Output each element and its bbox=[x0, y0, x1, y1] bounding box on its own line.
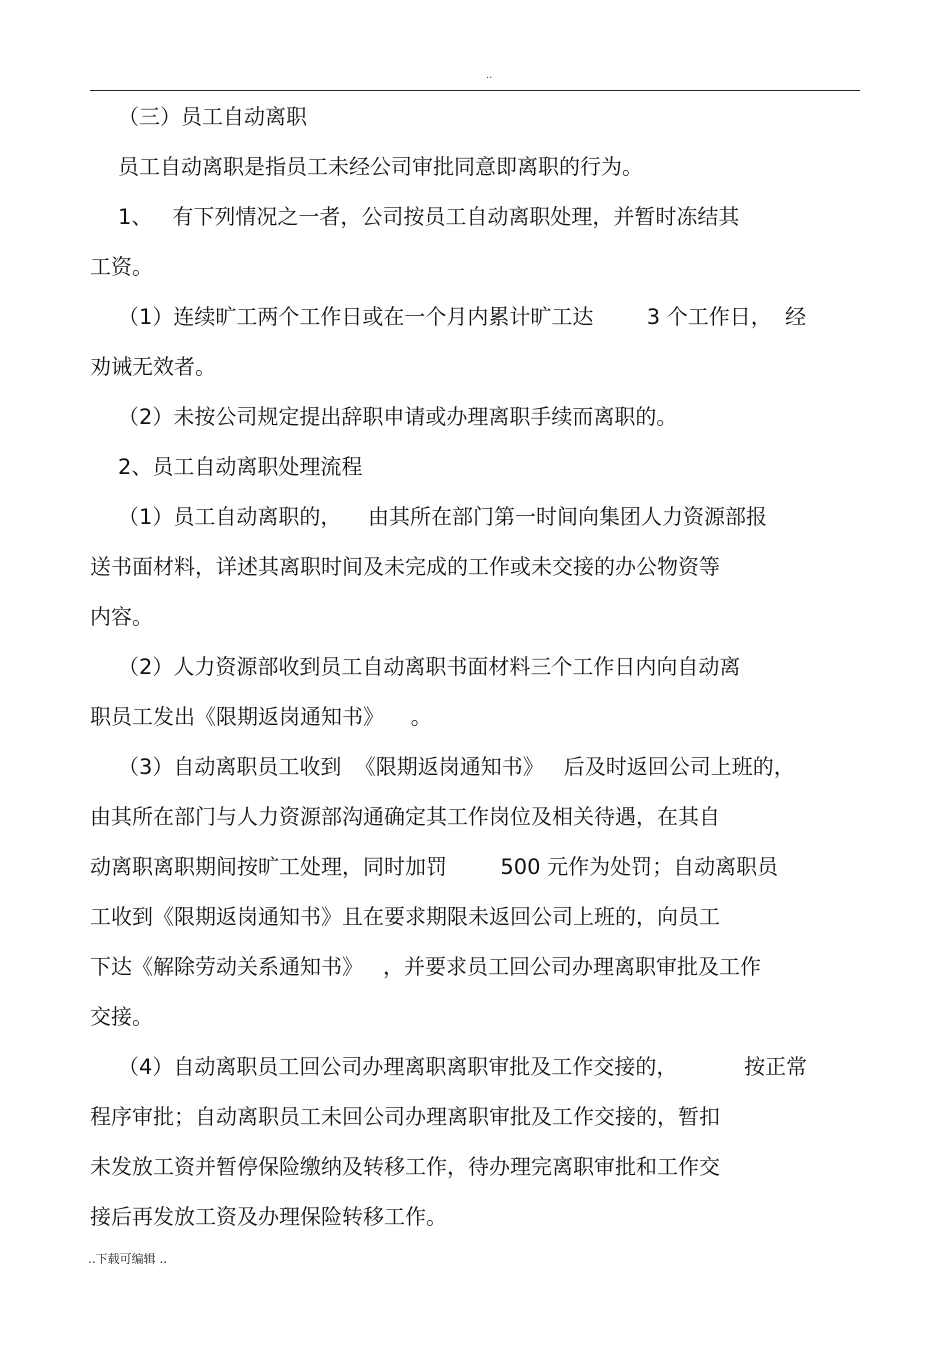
paragraph-line: 送书面材料，详述其离职时间及未完成的工作或未交接的办公物资等 bbox=[90, 555, 720, 579]
paragraph-line: 下达《解除劳动关系通知书》 ，并要求员工回公司办理离职审批及工作 bbox=[90, 955, 762, 979]
paragraph-line: 未发放工资并暂停保险缴纳及转移工作，待办理完离职审批和工作交 bbox=[90, 1155, 720, 1179]
paragraph-line: （3）自动离职员工收到 《限期返岗通知书》 后及时返回公司上班的， bbox=[118, 755, 795, 779]
paragraph-line: 接后再发放工资及办理保险转移工作。 bbox=[90, 1205, 447, 1229]
header-rule bbox=[90, 90, 860, 91]
header-mark: .. bbox=[486, 70, 493, 81]
paragraph-line: （1）员工自动离职的， 由其所在部门第一时间向集团人力资源部报 bbox=[118, 505, 768, 529]
footer-text: ..下载可编辑 .. bbox=[88, 1252, 168, 1266]
paragraph-line: （2）未按公司规定提出辞职申请或办理离职手续而离职的。 bbox=[118, 405, 678, 429]
paragraph-line: 交接。 bbox=[90, 1005, 153, 1029]
paragraph-line: 工资。 bbox=[90, 255, 153, 279]
subsection-heading: 2、员工自动离职处理流程 bbox=[118, 455, 363, 479]
paragraph-line: 程序审批；自动离职员工未回公司办理离职审批及工作交接的，暂扣 bbox=[90, 1105, 720, 1129]
paragraph-line: 动离职离职期间按旷工处理，同时加罚 500 元作为处罚；自动离职员 bbox=[90, 855, 779, 879]
paragraph-line: 员工自动离职是指员工未经公司审批同意即离职的行为。 bbox=[118, 155, 643, 179]
paragraph-line: 1、 有下列情况之一者，公司按员工自动离职处理，并暂时冻结其 bbox=[118, 205, 740, 229]
paragraph-line: （4）自动离职员工回公司办理离职离职审批及工作交接的， 按正常 bbox=[118, 1055, 808, 1079]
paragraph-line: （2）人力资源部收到员工自动离职书面材料三个工作日内向自动离 bbox=[118, 655, 741, 679]
paragraph-line: 职员工发出《限期返岗通知书》 。 bbox=[90, 705, 432, 729]
paragraph-line: 由其所在部门与人力资源部沟通确定其工作岗位及相关待遇，在其自 bbox=[90, 805, 720, 829]
paragraph-line: 工收到《限期返岗通知书》且在要求期限未返回公司上班的，向员工 bbox=[90, 905, 720, 929]
paragraph-line: （1）连续旷工两个工作日或在一个月内累计旷工达 3 个工作日， 经 bbox=[118, 305, 807, 329]
section-heading: （三）员工自动离职 bbox=[118, 105, 307, 129]
paragraph-line: 劝诫无效者。 bbox=[90, 355, 216, 379]
paragraph-line: 内容。 bbox=[90, 605, 153, 629]
